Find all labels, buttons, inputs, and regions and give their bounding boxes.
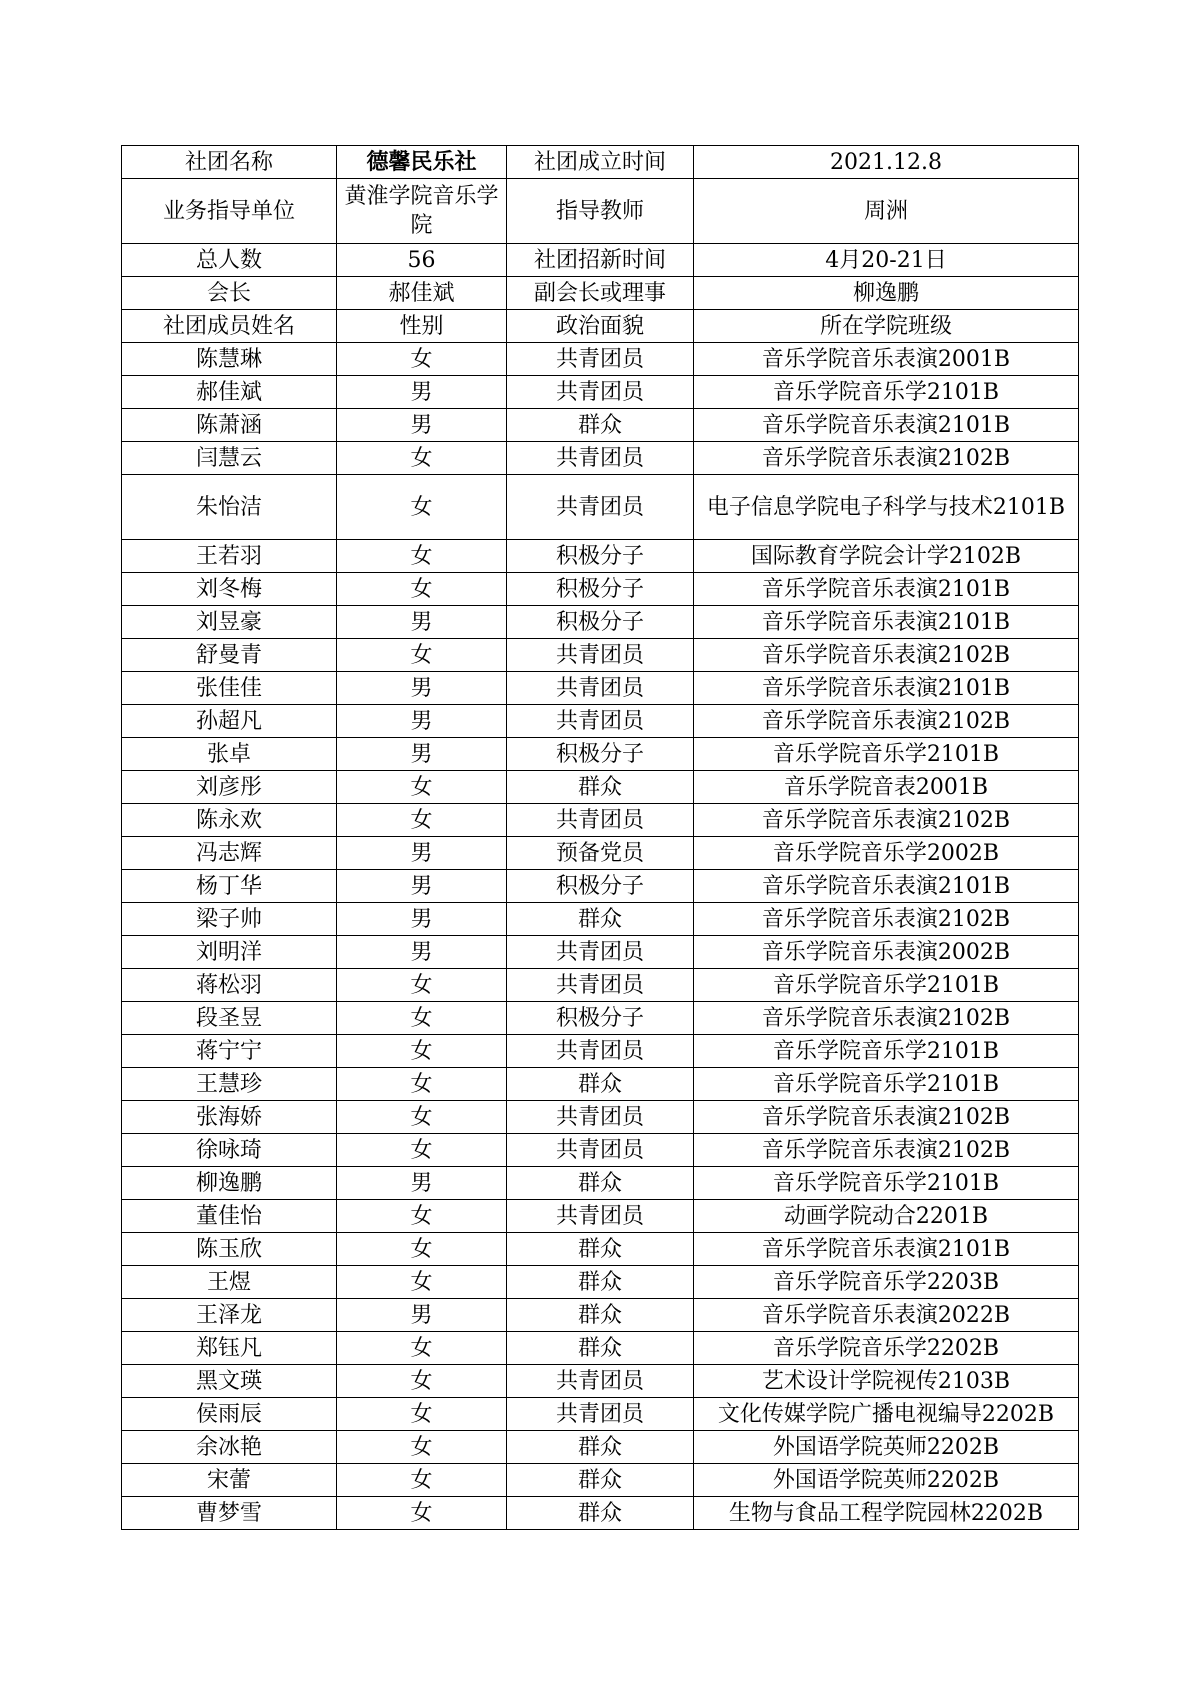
- member-name-cell: 陈玉欣: [122, 1233, 337, 1266]
- member-name-cell: 张卓: [122, 738, 337, 771]
- member-gender-cell: 男: [337, 606, 507, 639]
- founded-label: 社团成立时间: [507, 146, 694, 179]
- member-gender-cell: 女: [337, 969, 507, 1002]
- member-name-cell: 郝佳斌: [122, 376, 337, 409]
- member-gender-cell: 男: [337, 738, 507, 771]
- member-class-cell: 外国语学院英师2202B: [694, 1431, 1079, 1464]
- table-row: [122, 1068, 1079, 1101]
- member-politics-cell: 共青团员: [507, 1365, 694, 1398]
- member-class-cell: 音乐学院音乐表演2101B: [694, 870, 1079, 903]
- guide-unit-label: 业务指导单位: [122, 179, 337, 244]
- table-row: [122, 705, 1079, 738]
- member-politics-cell: 共青团员: [507, 639, 694, 672]
- header-name: 社团成员姓名: [122, 310, 337, 343]
- member-gender-cell: 女: [337, 442, 507, 475]
- member-name-cell: 陈慧琳: [122, 343, 337, 376]
- member-politics-cell: 共青团员: [507, 1398, 694, 1431]
- table-row: [122, 442, 1079, 475]
- member-name-cell: 陈萧涵: [122, 409, 337, 442]
- member-gender-cell: 女: [337, 1464, 507, 1497]
- member-politics-cell: 群众: [507, 1233, 694, 1266]
- recruit-label: 社团招新时间: [507, 244, 694, 277]
- table-header-row: [122, 310, 1079, 343]
- member-gender-cell: 女: [337, 475, 507, 540]
- member-name-cell: 杨丁华: [122, 870, 337, 903]
- member-gender-cell: 男: [337, 705, 507, 738]
- member-gender-cell: 女: [337, 1134, 507, 1167]
- member-class-cell: 音乐学院音乐表演2022B: [694, 1299, 1079, 1332]
- member-class-cell: 音乐学院音乐学2002B: [694, 837, 1079, 870]
- member-class-cell: 外国语学院英师2202B: [694, 1464, 1079, 1497]
- member-gender-cell: 女: [337, 1398, 507, 1431]
- member-gender-cell: 女: [337, 573, 507, 606]
- table-row: [122, 1365, 1079, 1398]
- member-name-cell: 王慧珍: [122, 1068, 337, 1101]
- table-row: [122, 1233, 1079, 1266]
- member-name-cell: 侯雨辰: [122, 1398, 337, 1431]
- member-politics-cell: 积极分子: [507, 738, 694, 771]
- member-class-cell: 音乐学院音乐表演2101B: [694, 606, 1079, 639]
- member-gender-cell: 男: [337, 903, 507, 936]
- member-class-cell: 音乐学院音乐学2101B: [694, 376, 1079, 409]
- member-class-cell: 音乐学院音乐表演2102B: [694, 442, 1079, 475]
- member-class-cell: 音乐学院音乐学2101B: [694, 1167, 1079, 1200]
- member-gender-cell: 女: [337, 771, 507, 804]
- member-name-cell: 梁子帅: [122, 903, 337, 936]
- table-row: [122, 936, 1079, 969]
- member-name-cell: 舒曼青: [122, 639, 337, 672]
- table-row: [122, 1299, 1079, 1332]
- table-row: [122, 639, 1079, 672]
- member-class-cell: 音乐学院音乐学2101B: [694, 1068, 1079, 1101]
- recruit-value: 4月20-21日: [694, 244, 1079, 277]
- member-politics-cell: 共青团员: [507, 969, 694, 1002]
- founded-value: 2021.12.8: [694, 146, 1079, 179]
- member-class-cell: 音乐学院音乐表演2102B: [694, 639, 1079, 672]
- member-class-cell: 音乐学院音乐表演2101B: [694, 573, 1079, 606]
- table-row: [122, 1431, 1079, 1464]
- member-politics-cell: 共青团员: [507, 1200, 694, 1233]
- member-politics-cell: 共青团员: [507, 442, 694, 475]
- member-politics-cell: 群众: [507, 903, 694, 936]
- guide-unit-value: 黄淮学院音乐学院: [337, 179, 507, 244]
- member-politics-cell: 群众: [507, 1167, 694, 1200]
- member-politics-cell: 群众: [507, 1266, 694, 1299]
- member-politics-cell: 群众: [507, 1431, 694, 1464]
- total-label: 总人数: [122, 244, 337, 277]
- member-politics-cell: 积极分子: [507, 606, 694, 639]
- member-gender-cell: 女: [337, 1266, 507, 1299]
- president-label: 会长: [122, 277, 337, 310]
- member-class-cell: 艺术设计学院视传2103B: [694, 1365, 1079, 1398]
- table-row: [122, 672, 1079, 705]
- table-row: [122, 475, 1079, 540]
- table-row: [122, 343, 1079, 376]
- member-name-cell: 王泽龙: [122, 1299, 337, 1332]
- member-gender-cell: 男: [337, 936, 507, 969]
- club-name-label: 社团名称: [122, 146, 337, 179]
- member-politics-cell: 预备党员: [507, 837, 694, 870]
- member-class-cell: 音乐学院音乐表演2102B: [694, 903, 1079, 936]
- member-gender-cell: 女: [337, 1101, 507, 1134]
- member-gender-cell: 女: [337, 1332, 507, 1365]
- member-class-cell: 国际教育学院会计学2102B: [694, 540, 1079, 573]
- member-name-cell: 刘昱豪: [122, 606, 337, 639]
- member-class-cell: 音乐学院音乐学2101B: [694, 1035, 1079, 1068]
- member-class-cell: 电子信息学院电子科学与技术2101B: [694, 475, 1079, 540]
- table-row: [122, 376, 1079, 409]
- member-name-cell: 黑文瑛: [122, 1365, 337, 1398]
- table-row: [122, 738, 1079, 771]
- member-class-cell: 音乐学院音乐表演2102B: [694, 1101, 1079, 1134]
- member-gender-cell: 女: [337, 1365, 507, 1398]
- member-name-cell: 董佳怡: [122, 1200, 337, 1233]
- president-value: 郝佳斌: [337, 277, 507, 310]
- table-row-total: [122, 244, 1079, 277]
- member-politics-cell: 共青团员: [507, 936, 694, 969]
- member-gender-cell: 男: [337, 1167, 507, 1200]
- member-name-cell: 冯志辉: [122, 837, 337, 870]
- member-politics-cell: 积极分子: [507, 870, 694, 903]
- member-politics-cell: 共青团员: [507, 475, 694, 540]
- member-politics-cell: 积极分子: [507, 1002, 694, 1035]
- table-row: [122, 1332, 1079, 1365]
- member-gender-cell: 女: [337, 804, 507, 837]
- member-class-cell: 音乐学院音乐表演2102B: [694, 1002, 1079, 1035]
- member-politics-cell: 共青团员: [507, 1134, 694, 1167]
- member-class-cell: 音乐学院音乐表演2101B: [694, 672, 1079, 705]
- vice-value: 柳逸鹏: [694, 277, 1079, 310]
- member-name-cell: 宋蕾: [122, 1464, 337, 1497]
- member-class-cell: 音乐学院音乐表演2002B: [694, 936, 1079, 969]
- member-name-cell: 刘明洋: [122, 936, 337, 969]
- member-class-cell: 音乐学院音乐表演2102B: [694, 705, 1079, 738]
- table-row: [122, 804, 1079, 837]
- member-name-cell: 段圣昱: [122, 1002, 337, 1035]
- table-row: [122, 1002, 1079, 1035]
- table-row: [122, 573, 1079, 606]
- member-class-cell: 音乐学院音乐表演2001B: [694, 343, 1079, 376]
- member-politics-cell: 积极分子: [507, 540, 694, 573]
- member-class-cell: 文化传媒学院广播电视编导2202B: [694, 1398, 1079, 1431]
- member-class-cell: 生物与食品工程学院园林2202B: [694, 1497, 1079, 1530]
- table-row: [122, 771, 1079, 804]
- member-politics-cell: 群众: [507, 771, 694, 804]
- member-gender-cell: 男: [337, 1299, 507, 1332]
- member-politics-cell: 共青团员: [507, 343, 694, 376]
- member-class-cell: 音乐学院音乐学2203B: [694, 1266, 1079, 1299]
- member-gender-cell: 女: [337, 1497, 507, 1530]
- table-row: [122, 540, 1079, 573]
- member-name-cell: 刘彦彤: [122, 771, 337, 804]
- total-value: 56: [337, 244, 507, 277]
- member-name-cell: 王若羽: [122, 540, 337, 573]
- header-politics: 政治面貌: [507, 310, 694, 343]
- member-name-cell: 陈永欢: [122, 804, 337, 837]
- table-row-president: [122, 277, 1079, 310]
- table-row: [122, 969, 1079, 1002]
- table-row: [122, 409, 1079, 442]
- member-name-cell: 曹梦雪: [122, 1497, 337, 1530]
- member-name-cell: 蒋宁宁: [122, 1035, 337, 1068]
- member-politics-cell: 群众: [507, 1332, 694, 1365]
- member-name-cell: 闫慧云: [122, 442, 337, 475]
- member-class-cell: 音乐学院音表2001B: [694, 771, 1079, 804]
- member-class-cell: 音乐学院音乐表演2102B: [694, 804, 1079, 837]
- table-row: [122, 1398, 1079, 1431]
- member-class-cell: 动画学院动合2201B: [694, 1200, 1079, 1233]
- table-row: [122, 870, 1079, 903]
- member-politics-cell: 群众: [507, 1497, 694, 1530]
- teacher-label: 指导教师: [507, 179, 694, 244]
- member-gender-cell: 女: [337, 1068, 507, 1101]
- member-name-cell: 余冰艳: [122, 1431, 337, 1464]
- member-politics-cell: 群众: [507, 1299, 694, 1332]
- member-gender-cell: 女: [337, 639, 507, 672]
- member-gender-cell: 女: [337, 540, 507, 573]
- member-name-cell: 张海娇: [122, 1101, 337, 1134]
- member-gender-cell: 男: [337, 409, 507, 442]
- member-gender-cell: 男: [337, 672, 507, 705]
- member-politics-cell: 共青团员: [507, 705, 694, 738]
- vice-label: 副会长或理事: [507, 277, 694, 310]
- table-row: [122, 1266, 1079, 1299]
- member-gender-cell: 男: [337, 870, 507, 903]
- member-gender-cell: 女: [337, 1002, 507, 1035]
- table-row: [122, 606, 1079, 639]
- table-row: [122, 1167, 1079, 1200]
- member-politics-cell: 积极分子: [507, 573, 694, 606]
- table-row: [122, 837, 1079, 870]
- table-row: [122, 1200, 1079, 1233]
- table-row: [122, 1464, 1079, 1497]
- table-row-guide-unit: [122, 179, 1079, 244]
- member-politics-cell: 群众: [507, 409, 694, 442]
- member-name-cell: 刘冬梅: [122, 573, 337, 606]
- teacher-value: 周洲: [694, 179, 1079, 244]
- table-row: [122, 1035, 1079, 1068]
- member-politics-cell: 共青团员: [507, 376, 694, 409]
- club-name-value: 德馨民乐社: [337, 146, 507, 179]
- member-politics-cell: 共青团员: [507, 1035, 694, 1068]
- member-name-cell: 柳逸鹏: [122, 1167, 337, 1200]
- member-class-cell: 音乐学院音乐学2101B: [694, 738, 1079, 771]
- member-name-cell: 郑钰凡: [122, 1332, 337, 1365]
- member-class-cell: 音乐学院音乐学2101B: [694, 969, 1079, 1002]
- header-class: 所在学院班级: [694, 310, 1079, 343]
- member-gender-cell: 女: [337, 343, 507, 376]
- member-name-cell: 朱怡洁: [122, 475, 337, 540]
- member-gender-cell: 女: [337, 1035, 507, 1068]
- member-politics-cell: 共青团员: [507, 672, 694, 705]
- member-gender-cell: 男: [337, 376, 507, 409]
- table-row: [122, 1497, 1079, 1530]
- table-row: [122, 1101, 1079, 1134]
- table-row: [122, 903, 1079, 936]
- member-politics-cell: 群众: [507, 1068, 694, 1101]
- member-name-cell: 张佳佳: [122, 672, 337, 705]
- club-member-table: [121, 145, 1079, 1530]
- member-politics-cell: 共青团员: [507, 804, 694, 837]
- member-gender-cell: 女: [337, 1431, 507, 1464]
- member-gender-cell: 男: [337, 837, 507, 870]
- member-politics-cell: 共青团员: [507, 1101, 694, 1134]
- table-row: [122, 1134, 1079, 1167]
- member-gender-cell: 女: [337, 1233, 507, 1266]
- member-class-cell: 音乐学院音乐表演2102B: [694, 1134, 1079, 1167]
- table-row-club-name: [122, 146, 1079, 179]
- member-name-cell: 徐咏琦: [122, 1134, 337, 1167]
- member-name-cell: 蒋松羽: [122, 969, 337, 1002]
- member-class-cell: 音乐学院音乐表演2101B: [694, 409, 1079, 442]
- member-class-cell: 音乐学院音乐表演2101B: [694, 1233, 1079, 1266]
- member-name-cell: 孙超凡: [122, 705, 337, 738]
- member-gender-cell: 女: [337, 1200, 507, 1233]
- member-politics-cell: 群众: [507, 1464, 694, 1497]
- member-class-cell: 音乐学院音乐学2202B: [694, 1332, 1079, 1365]
- member-name-cell: 王煜: [122, 1266, 337, 1299]
- header-gender: 性别: [337, 310, 507, 343]
